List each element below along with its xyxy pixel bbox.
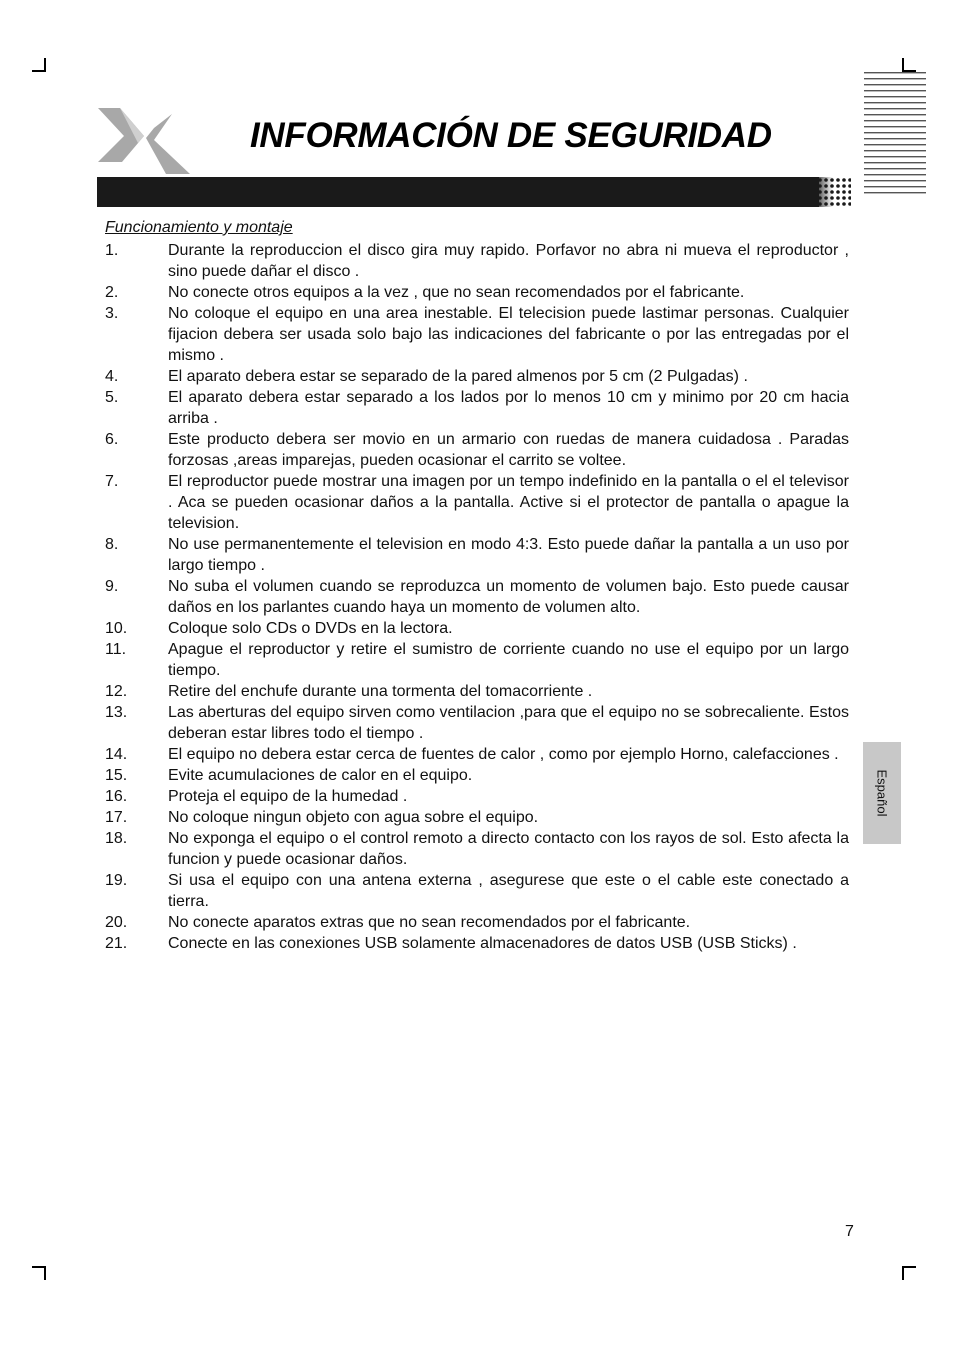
item-number: 2. bbox=[105, 284, 119, 301]
x-brand-logo-icon bbox=[94, 106, 194, 176]
item-number: 15. bbox=[105, 767, 128, 784]
list-item bbox=[105, 807, 849, 828]
item-number: 18. bbox=[105, 830, 128, 847]
language-tab bbox=[863, 742, 901, 844]
item-text: No use permanentemente el television en modo 4:3. Esto puede dañar la pantalla a un uso por largo tiempo . bbox=[168, 536, 849, 574]
crop-mark-top-right bbox=[902, 58, 916, 72]
safety-list bbox=[105, 240, 849, 954]
decorative-stripes bbox=[864, 72, 926, 198]
item-number: 7. bbox=[105, 473, 119, 490]
section-heading: Funcionamiento y montaje bbox=[105, 219, 293, 236]
list-item bbox=[105, 870, 849, 912]
item-number: 1. bbox=[105, 242, 119, 259]
list-item bbox=[105, 618, 849, 639]
item-text: No suba el volumen cuando se reproduzca un momento de volumen bajo. Esto puede causar daños en los parlantes cuando haya un momento de volumen alto. bbox=[168, 578, 849, 616]
list-item bbox=[105, 240, 849, 282]
list-item bbox=[105, 534, 849, 576]
list-item bbox=[105, 765, 849, 786]
list-item bbox=[105, 366, 849, 387]
list-item bbox=[105, 387, 849, 429]
item-text: No exponga el equipo o el control remoto a directo contacto con los rayos de sol. Esto afecta la funcion y puede ocasionar daños. bbox=[168, 830, 849, 868]
item-number: 19. bbox=[105, 872, 128, 889]
item-text: No conecte aparatos extras que no sean recomendados por el fabricante. bbox=[168, 914, 691, 931]
item-number: 4. bbox=[105, 368, 119, 385]
item-text: El reproductor puede mostrar una imagen por un tempo indefinido en la pantalla o el el televisor . Aca se pueden ocasionar daños a la pantalla. Active si el protector de pantalla o apague la television. bbox=[168, 473, 849, 532]
list-item bbox=[105, 828, 849, 870]
list-item bbox=[105, 744, 849, 765]
crop-mark-bottom-right bbox=[902, 1266, 916, 1280]
item-text: Proteja el equipo de la humedad . bbox=[168, 788, 408, 805]
item-text: El aparato debera estar separado a los lados por lo menos 10 cm y minimo por 20 cm hacia arriba . bbox=[168, 389, 849, 427]
list-item bbox=[105, 576, 849, 618]
item-number: 17. bbox=[105, 809, 128, 826]
item-text: Conecte en las conexiones USB solamente almacenadores de datos USB (USB Sticks) . bbox=[168, 935, 797, 952]
item-text: Coloque solo CDs o DVDs en la lectora. bbox=[168, 620, 453, 637]
item-number: 11. bbox=[105, 641, 127, 658]
header-bar bbox=[97, 177, 851, 207]
item-text: Si usa el equipo con una antena externa , asegurese que este o el cable este conectado a tierra. bbox=[168, 872, 849, 910]
item-number: 9. bbox=[105, 578, 119, 595]
item-text: Evite acumulaciones de calor en el equipo. bbox=[168, 767, 473, 784]
item-number: 3. bbox=[105, 305, 119, 322]
list-item bbox=[105, 702, 849, 744]
page-number: 7 bbox=[845, 1223, 854, 1240]
crop-mark-bottom-left bbox=[32, 1266, 46, 1280]
item-text: Las aberturas del equipo sirven como ventilacion ,para que el equipo no se sobrecaliente. Estos deberan estar libres todo el tiempo . bbox=[168, 704, 849, 742]
item-text: Este producto debera ser movio en un armario con ruedas de manera cuidadosa . Paradas forzosas ,areas imparejas, pueden ocasionar el carrito se voltee. bbox=[168, 431, 849, 469]
item-number: 20. bbox=[105, 914, 128, 931]
list-item bbox=[105, 303, 849, 366]
list-item bbox=[105, 471, 849, 534]
item-number: 16. bbox=[105, 788, 128, 805]
item-number: 5. bbox=[105, 389, 119, 406]
item-number: 14. bbox=[105, 746, 128, 763]
list-item bbox=[105, 933, 849, 954]
item-text: El aparato debera estar se separado de la pared almenos por 5 cm (2 Pulgadas) . bbox=[168, 368, 748, 385]
item-number: 12. bbox=[105, 683, 128, 700]
item-number: 6. bbox=[105, 431, 119, 448]
language-tab-label: Español bbox=[874, 769, 890, 817]
list-item bbox=[105, 282, 849, 303]
item-number: 10. bbox=[105, 620, 128, 637]
item-number: 8. bbox=[105, 536, 119, 553]
item-text: El equipo no debera estar cerca de fuentes de calor , como por ejemplo Horno, calefacciones . bbox=[168, 746, 839, 763]
list-item bbox=[105, 786, 849, 807]
list-item bbox=[105, 912, 849, 933]
item-number: 13. bbox=[105, 704, 128, 721]
list-item bbox=[105, 681, 849, 702]
list-item bbox=[105, 639, 849, 681]
crop-mark-top-left bbox=[32, 58, 46, 72]
item-text: No coloque ningun objeto con agua sobre el equipo. bbox=[168, 809, 539, 826]
list-item bbox=[105, 429, 849, 471]
item-text: Apague el reproductor y retire el sumistro de corriente cuando no use el equipo por un largo tiempo. bbox=[168, 641, 849, 679]
item-text: Retire del enchufe durante una tormenta del tomacorriente . bbox=[168, 683, 593, 700]
item-text: No conecte otros equipos a la vez , que no sean recomendados por el fabricante. bbox=[168, 284, 745, 301]
item-number: 21. bbox=[105, 935, 128, 952]
item-text: Durante la reproduccion el disco gira muy rapido. Porfavor no abra ni mueva el reproductor , sino puede dañar el disco . bbox=[168, 242, 849, 280]
page-title: INFORMACIÓN DE SEGURIDAD bbox=[250, 116, 772, 155]
item-text: No coloque el equipo en una area inestable. El telecision puede lastimar personas. Cualquier fijacion debera ser usada solo bajo las indicaciones del fabricante o por las entregadas por el mismo . bbox=[168, 305, 849, 364]
